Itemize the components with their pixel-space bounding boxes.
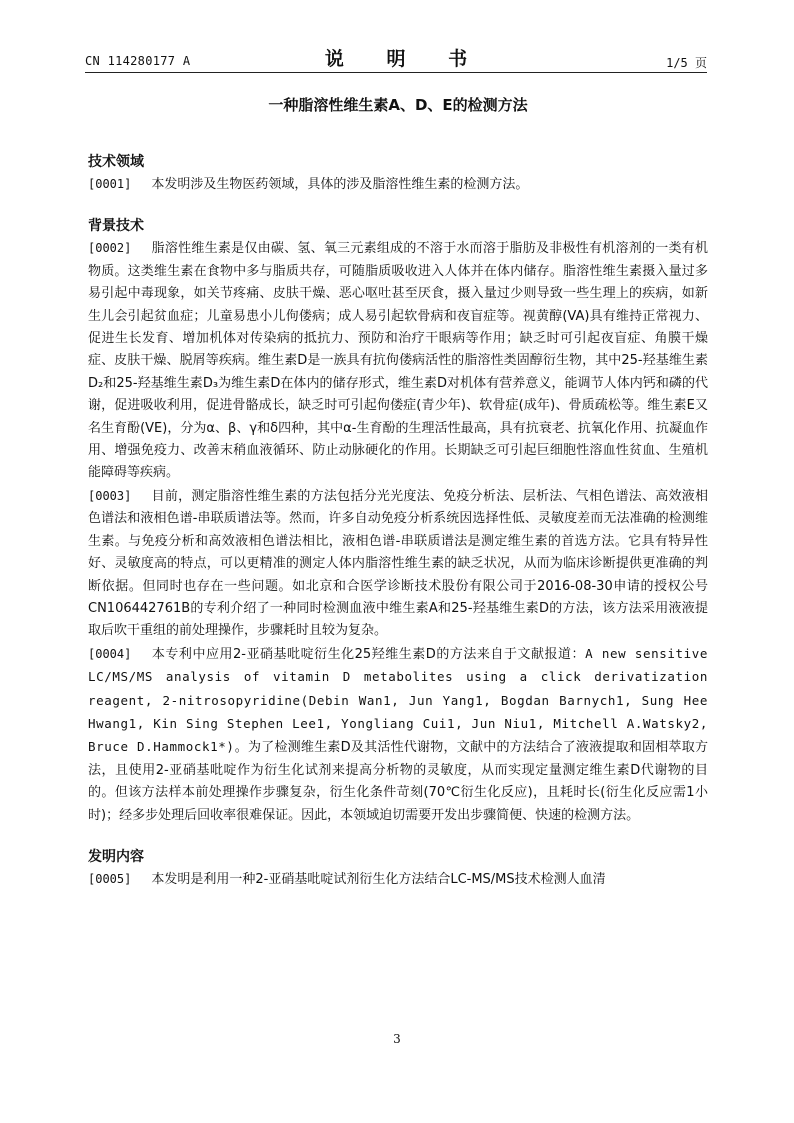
- section-heading-technical-field: 技术领域: [88, 154, 144, 170]
- paragraph-text: 目前，测定脂溶性维生素的方法包括分光光度法、免疫分析法、层析法、气相色谱法、高效液相色谱法和液相色谱-串联质谱法等。然而，许多自动免疫分析系统因选择性低、灵敏度差而无法准确的检测维生素。与免疫分析和高效液相色谱法相比，液相色谱-串联质谱法是测定维生素的首选方法。它具有特异性好、灵敏度高的特点，可以更精准的测定人体内脂溶性维生素的缺乏状况，从而为临床诊断提供更准确的判断依据。但同时也存在一些问题。如北京和合医学诊断技术股份有限公司于2016-08-30申请的授权公号CN106442761B的专利介绍了一种同时检测血液中维生素A和25-羟基维生素D的方法，该方法采用液液提取后吹干重组的前处理操作，步骤耗时且较为复杂。: [88, 488, 708, 639]
- paragraph-text: 。为了检测维生素D及其活性代谢物，文献中的方法结合了液液提取和固相萃取方法，且使用2-亚硝基吡啶作为衍生化试剂来提高分析物的灵敏度，从而实现定量测定维生素D代谢物的目的。但该方法样本前处理操作步骤复杂，衍生化条件苛刻(70℃衍生化反应)，且耗时长(衍生化反应需1小时)；经多步处理后回收率很难保证。因此，本领域迫切需要开发出步骤简便、快速的检测方法。: [88, 740, 708, 823]
- document-title: 一种脂溶性维生素A、D、E的检测方法: [268, 96, 528, 114]
- citation-text: A new sensitive LC/MS/MS analysis of vitamin D metabolites using a click derivatization reagent, 2-nitrosopyridine(Debin Wan1, Jun Yang1, Bogdan Barnych1, Sung Hee Hwang1, Kin Sing Stephen Lee1, Yongliang Cui1, Jun Niu1, Mitchell A.Watsky2, Bruce D.Hammock1*): [88, 645, 709, 755]
- document-type-label: 说 明 书: [324, 48, 486, 70]
- paragraph-0002: [88, 237, 708, 484]
- paragraph-0005: [88, 868, 708, 891]
- paragraph-0003: [88, 485, 708, 643]
- header-divider: [85, 72, 707, 73]
- page-info: 1/5 页: [666, 56, 707, 70]
- paragraph-number: [0001]: [88, 177, 132, 191]
- page-number: 3: [393, 1032, 401, 1046]
- paragraph-number: [0002]: [88, 241, 132, 256]
- paragraph-text: 本发明涉及生物医药领域，具体的涉及脂溶性维生素的检测方法。: [151, 177, 529, 192]
- paragraph-text: 本专利中应用2-亚硝基吡啶衍生化25羟维生素D的方法来自于文献报道：: [151, 646, 586, 662]
- paragraph-number: [0004]: [88, 646, 132, 661]
- page-header: [85, 42, 707, 72]
- paragraph-text: 脂溶性维生素是仅由碳、氢、氧三元素组成的不溶于水而溶于脂肪及非极性有机溶剂的一类有机物质。这类维生素在食物中多与脂质共存，可随脂质吸收进入人体并在体内储存。脂溶性维生素摄入量过多易引起中毒现象，如关节疼痛、皮肤干燥、恶心呕吐甚至厌食，摄入量过少则导致一些生理上的疾病，如新生儿会引起贫血症；儿童易患小儿佝偻病；成人易引起软骨病和夜盲症等。视黄醇(VA)具有维持正常视力、促进生长发育、增加机体对传染病的抵抗力、预防和治疗干眼病等作用；缺乏时可引起夜盲症、角膜干燥症、皮肤干燥、脱屑等疾病。维生素D是一族具有抗佝偻病活性的脂溶性类固醇衍生物，其中25-羟基维生素D₂和25-羟基维生素D₃为维生素D在体内的储存形式，维生素D对机体有营养意义，能调节人体内钙和磷的代谢，促进吸收利用，促进骨骼成长，缺乏时可引起佝偻症(青少年)、软骨症(成年)、骨质疏松等。维生素E又名生育酚(VE)，分为α、β、γ和δ四种，其中α-生育酚的生理活性最高，具有抗衰老、抗氧化作用、抗凝血作用、增强免疫力、改善末稍血液循环、防止动脉硬化的作用。长期缺乏可引起巨细胞性溶血性贫血、生殖机能障碍等疾病。: [88, 241, 708, 481]
- document-body: [88, 94, 708, 891]
- paragraph-0001: [88, 173, 708, 196]
- paragraph-number: [0005]: [88, 871, 132, 886]
- section-heading-background: 背景技术: [88, 218, 144, 235]
- paragraph-number: [0003]: [88, 488, 132, 503]
- paragraph-0004: [88, 643, 708, 827]
- paragraph-text: 本发明是利用一种2-亚硝基吡啶试剂衍生化方法结合LC-MS/MS技术检测人血清: [151, 871, 606, 887]
- section-heading-invention-content: 发明内容: [88, 848, 144, 865]
- patent-number: CN 114280177 A: [85, 54, 191, 68]
